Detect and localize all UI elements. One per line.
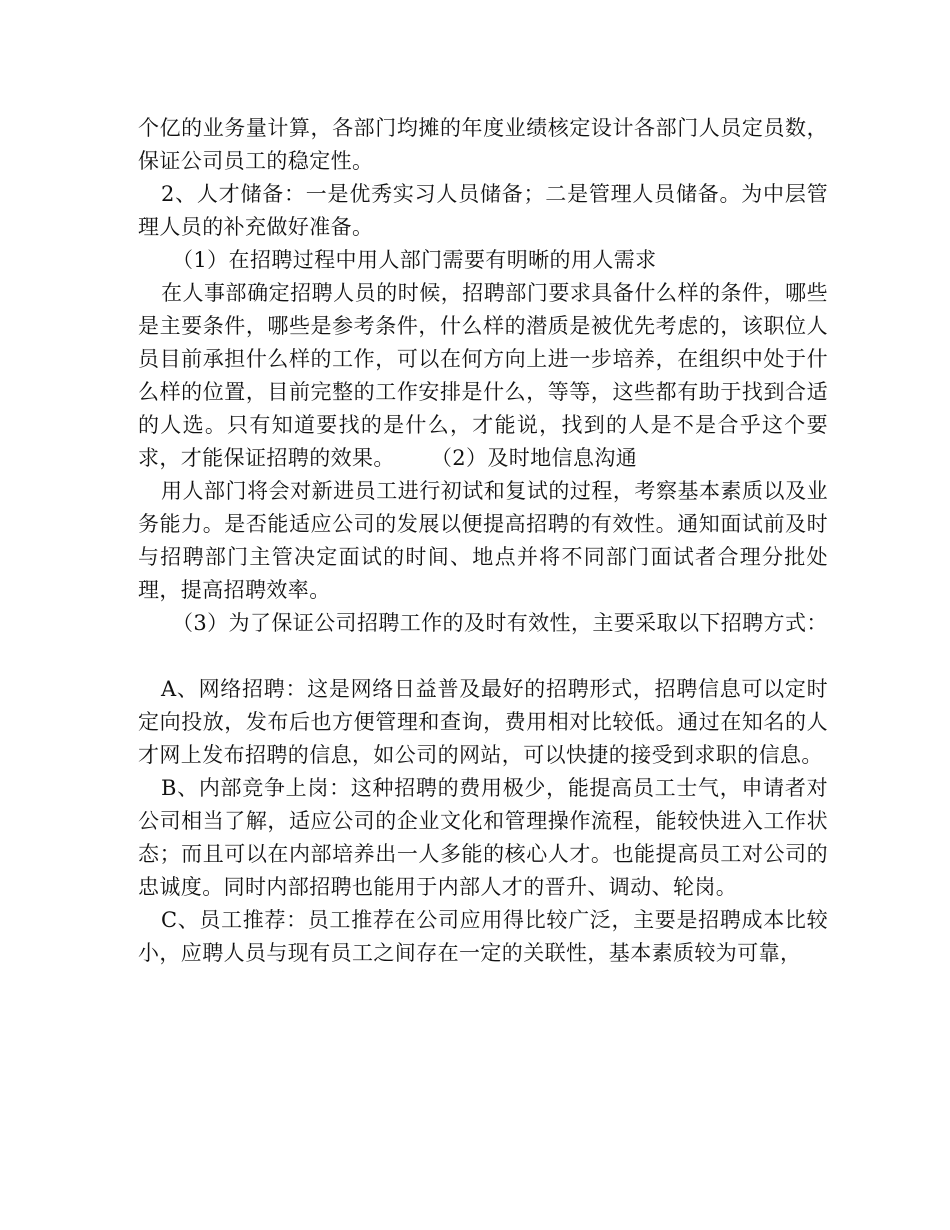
paragraph-heading-2: （2）及时地信息沟通 [430,446,638,470]
paragraph-hiring-needs [138,277,828,475]
paragraph-online-recruitment: A、网络招聘：这是网络日益普及最好的招聘形式，招聘信息可以定时定向投放，发布后也方便管理和查询，费用相对比较低。通过在知名的人才网上发布招聘的信息，如公司的网站，可以快捷的接受到求职的信息。 [138,677,828,767]
paragraph-staffing-continued: 个亿的业务量计算，各部门均摊的年度业绩核定设计各部门人员定员数，保证公司员工的稳定性。 [138,116,828,173]
paragraph-employee-referral: C、员工推荐：员工推荐在公司应用得比较广泛，主要是招聘成本比较小，应聘人员与现有员工之间存在一定的关联性，基本素质较为可靠， [138,908,828,965]
paragraph-hiring-needs-text: 在人事部确定招聘人员的时候，招聘部门要求具备什么样的条件，哪些是主要条件，哪些是参考条件，什么样的潜质是被优先考虑的，该职位人员目前承担什么样的工作，可以在何方向上进一步培养，在组织中处于什么样的位置，目前完整的工作安排是什么，等等，这些都有助于找到合适的人选。只有知道要找的是什么，才能说，找到的人是不是合乎这个要求，才能保证招聘的效果。 [138,281,828,470]
paragraph-heading-1: （1）在招聘过程中用人部门需要有明晰的用人需求 [172,248,657,272]
paragraph-communication: 用人部门将会对新进员工进行初试和复试的过程，考察基本素质以及业务能力。是否能适应公司的发展以便提高招聘的有效性。通知面试前及时与招聘部门主管决定面试的时间、地点并将不同部门面试者合理分批处理，提高招聘效率。 [138,479,828,602]
blank-line [138,640,828,673]
document-body [138,112,828,970]
paragraph-heading-3: （3）为了保证公司招聘工作的及时有效性，主要采取以下招聘方式： [172,611,828,635]
paragraph-talent-reserve: 2、人才储备：一是优秀实习人员储备；二是管理人员储备。为中层管理人员的补充做好准备。 [138,182,828,239]
paragraph-internal-competition: B、内部竞争上岗：这种招聘的费用极少，能提高员工士气，申请者对公司相当了解，适应公司的企业文化和管理操作流程，能较快进入工作状态；而且可以在内部培养出一人多能的核心人才。也能提高员工对公司的忠诚度。同时内部招聘也能用于内部人才的晋升、调动、轮岗。 [138,776,828,899]
